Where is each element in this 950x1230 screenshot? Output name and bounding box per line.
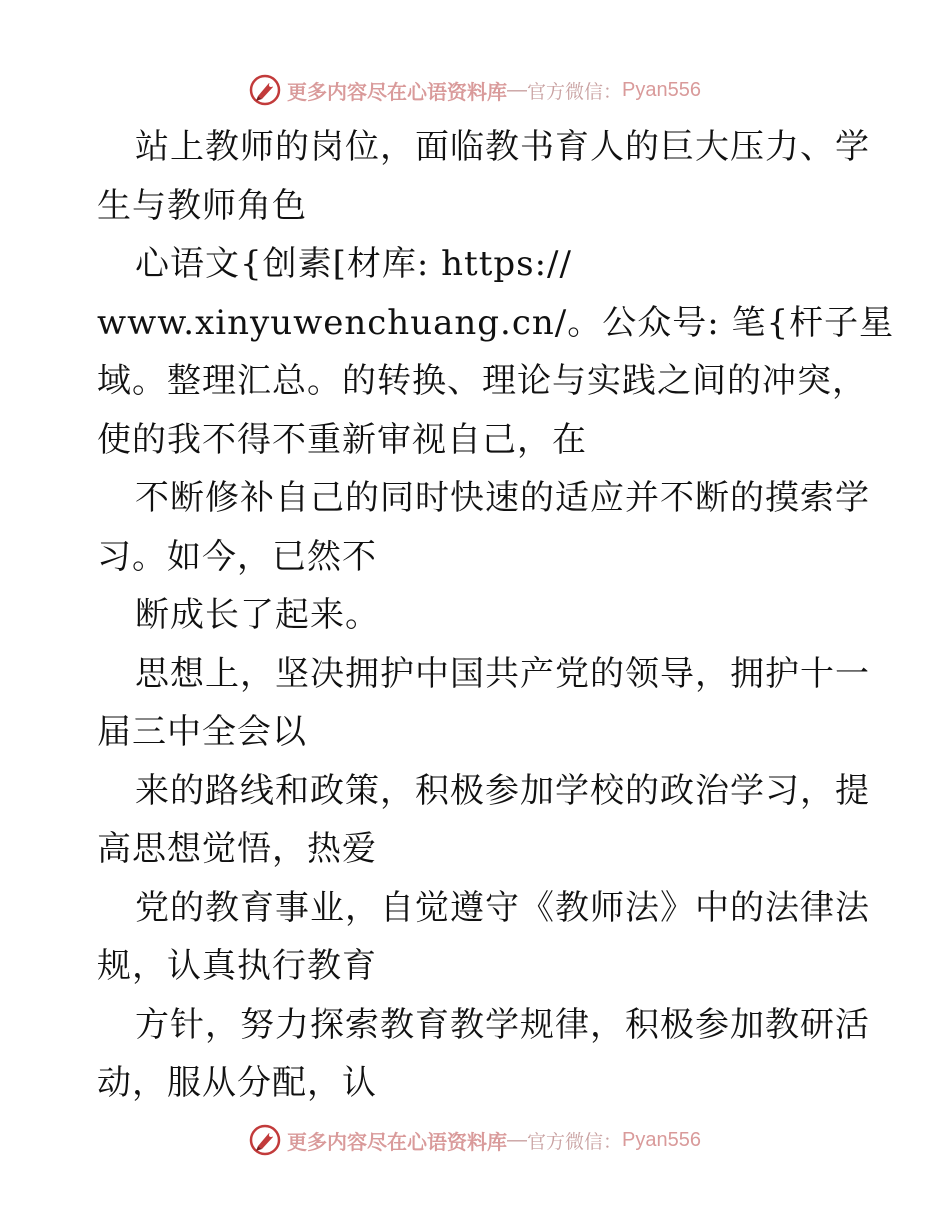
document-body <box>97 118 895 1113</box>
watermark-wechat-id: Pyan556 <box>622 1128 701 1151</box>
text-line: 来的路线和政策，积极参加学校的政治学习，提 <box>135 770 870 811</box>
text-line: 使的我不得不重新审视自己，在 <box>97 419 587 460</box>
watermark-separator: — <box>507 1128 527 1151</box>
watermark-separator: — <box>507 78 527 101</box>
text-line: 高思想觉悟，热爱 <box>97 829 377 869</box>
text-line: 届三中全会以 <box>97 712 307 752</box>
footer-watermark <box>0 1120 950 1160</box>
text-line: 断成长了起来。 <box>135 595 380 635</box>
text-line: 党的教育事业，自觉遵守《教师法》中的法律法 <box>135 887 870 928</box>
pen-logo-icon <box>249 1124 281 1156</box>
watermark-label: 官方微信： <box>527 80 623 103</box>
watermark-text: 更多内容尽在心语资料库 <box>287 79 507 104</box>
text-line: 心语文{创素[材库: https:// <box>135 244 572 284</box>
watermark-wechat-id: Pyan556 <box>622 78 701 101</box>
text-line: 习。如今，已然不 <box>97 536 377 577</box>
watermark-text: 更多内容尽在心语资料库 <box>287 1129 507 1154</box>
text-line: www.xinyuwenchuang.cn/。公众号: 笔{杆子星 <box>97 302 895 343</box>
text-line: 动，服从分配，认 <box>97 1063 377 1103</box>
text-line: 站上教师的岗位，面临教书育人的巨大压力、学 <box>135 127 870 167</box>
header-watermark <box>0 70 950 110</box>
text-line: 规，认真执行教育 <box>97 946 377 986</box>
pen-logo-icon <box>249 74 281 106</box>
text-line: 不断修补自己的同时快速的适应并不断的摸索学 <box>135 478 870 518</box>
text-line: 域。整理汇总。的转换、理论与实践之间的冲突， <box>97 361 867 401</box>
text-line: 思想上，坚决拥护中国共产党的领导，拥护十一 <box>135 653 870 694</box>
text-line: 生与教师角色 <box>97 185 307 226</box>
text-line: 方针，努力探索教育教学规律，积极参加教研活 <box>135 1004 870 1045</box>
watermark-label: 官方微信： <box>527 1130 623 1153</box>
